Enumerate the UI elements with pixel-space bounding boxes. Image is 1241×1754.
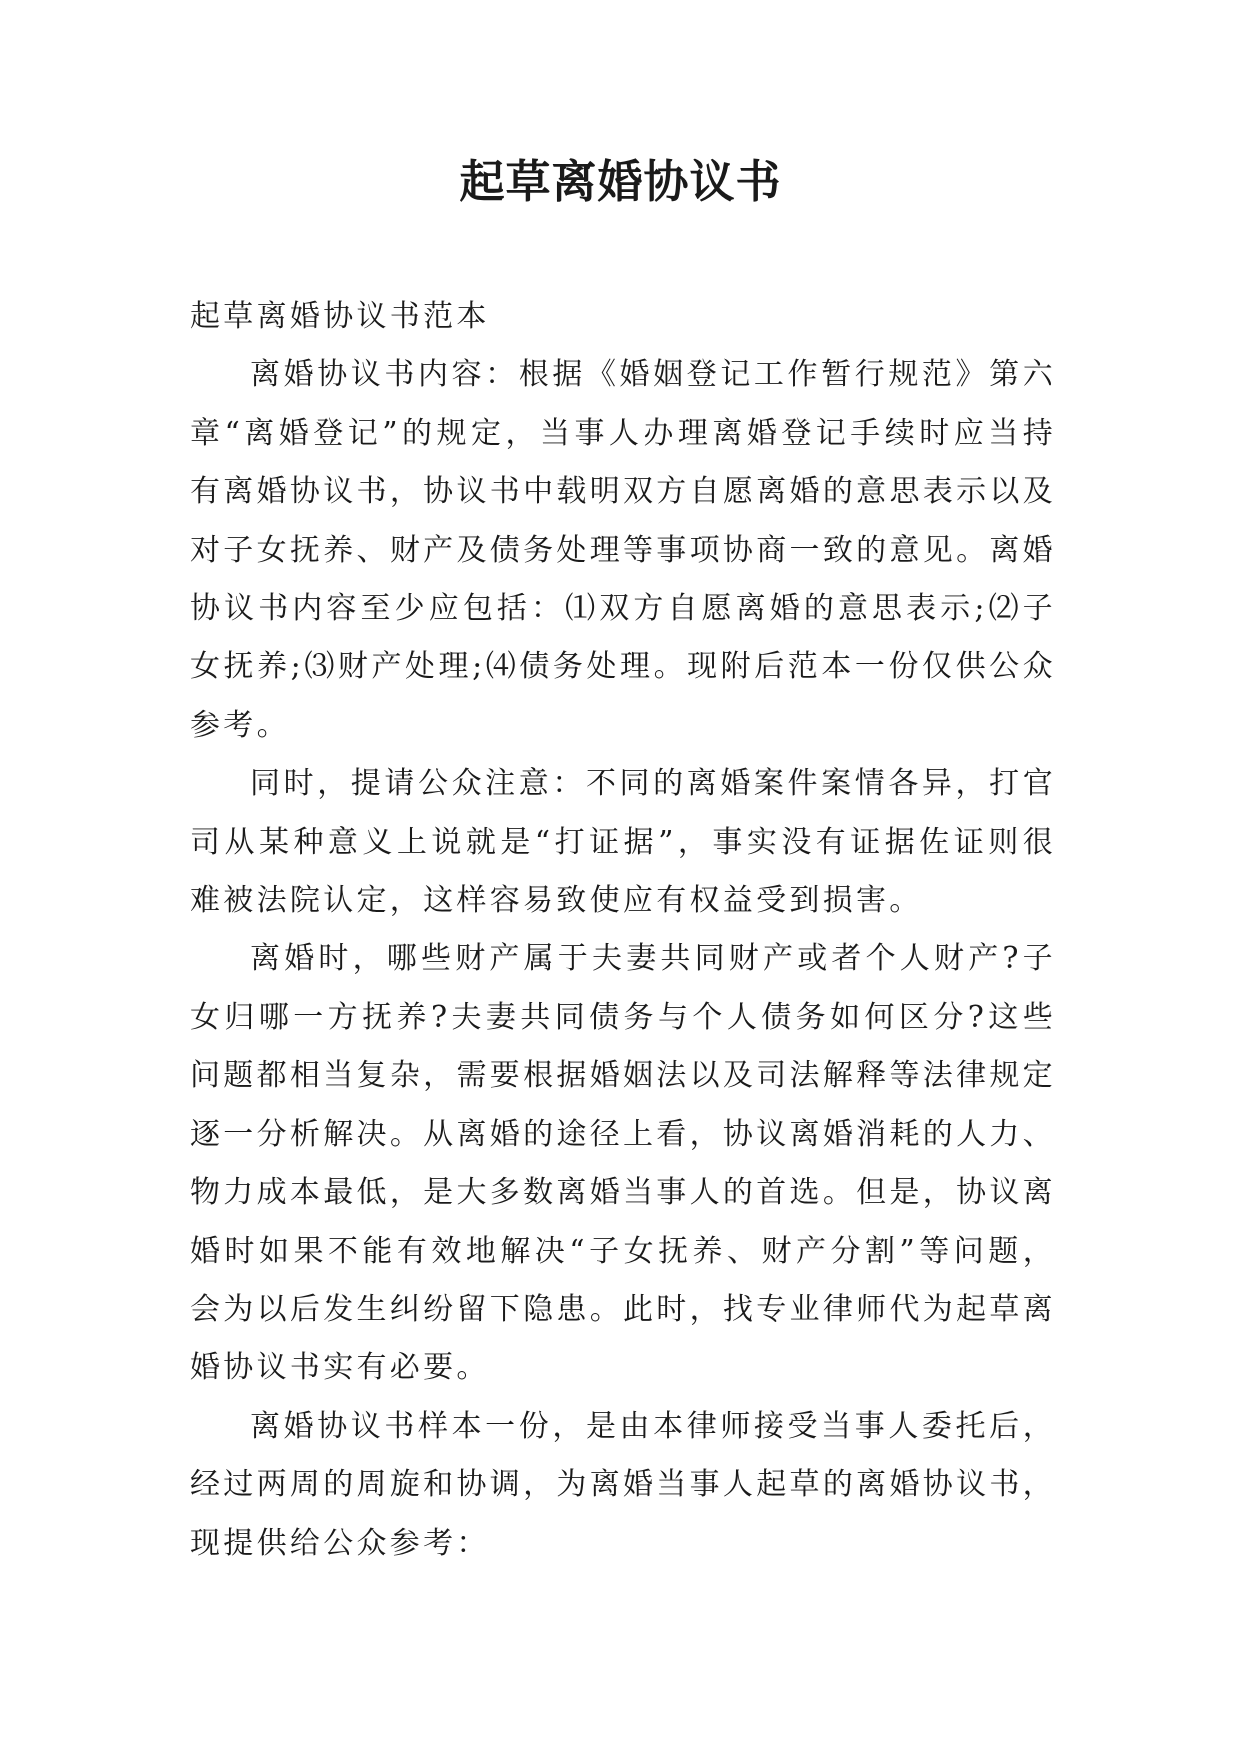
document-body: [190, 288, 1056, 1573]
paragraph-evidence-notice: 同时，提请公众注意：不同的离婚案件案情各异，打官司从某种意义上说就是“打证据”，事实没有证据佐证则很难被法院认定，这样容易致使应有权益受到损害。: [190, 766, 1056, 919]
document-subtitle: 起草离婚协议书范本: [190, 299, 490, 334]
paragraph-property-questions: 离婚时，哪些财产属于夫妻共同财产或者个人财产?子女归哪一方抚养?夫妻共同债务与个人债务如何区分?这些问题都相当复杂，需要根据婚姻法以及司法解释等法律规定逐一分析解决。从离婚的途径上看，协议离婚消耗的人力、物力成本最低，是大多数离婚当事人的首选。但是，协议离婚时如果不能有效地解决“子女抚养、财产分割”等问题，会为以后发生纠纷留下隐患。此时，找专业律师代为起草离婚协议书实有必要。: [190, 941, 1056, 1386]
paragraph-content-requirements: 离婚协议书内容：根据《婚姻登记工作暂行规范》第六章“离婚登记”的规定，当事人办理离婚登记手续时应当持有离婚协议书，协议书中载明双方自愿离婚的意思表示以及对子女抚养、财产及债务处理等事项协商一致的意见。离婚协议书内容至少应包括：⑴双方自愿离婚的意思表示;⑵子女抚养;⑶财产处理;⑷债务处理。现附后范本一份仅供公众参考。: [190, 357, 1056, 743]
document-title: 起草离婚协议书: [459, 155, 782, 208]
paragraph-sample-intro: 离婚协议书样本一份，是由本律师接受当事人委托后，经过两周的周旋和协调，为离婚当事人起草的离婚协议书，现提供给公众参考：: [190, 1408, 1056, 1561]
